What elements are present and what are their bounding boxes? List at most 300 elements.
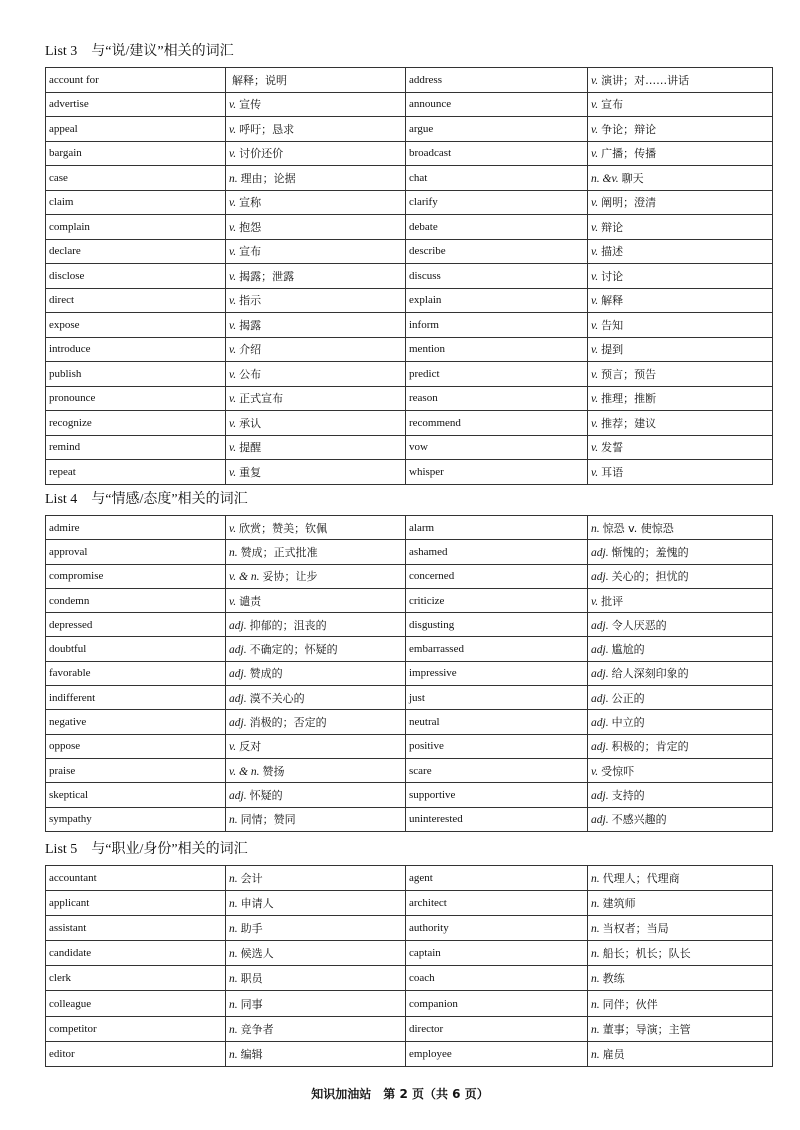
vocab-word: accountant (46, 866, 226, 891)
part-of-speech: n. (591, 1048, 600, 1061)
part-of-speech: adj. (591, 571, 609, 584)
vocab-definition (226, 386, 406, 411)
meaning: 怀疑的 (249, 788, 283, 802)
vocab-definition (226, 564, 406, 588)
part-of-speech: v. (591, 442, 599, 455)
vocab-word: reason (406, 386, 588, 411)
table-row (46, 866, 773, 891)
meaning: 令人厌恶的 (611, 618, 667, 632)
meaning: 争论；辩论 (601, 122, 657, 136)
vocab-definition (588, 866, 773, 891)
vocab-word: embarrassed (406, 637, 588, 661)
table-row (46, 1016, 773, 1041)
vocab-definition (226, 991, 406, 1016)
vocab-word: mention (406, 337, 588, 362)
vocab-word: agent (406, 866, 588, 891)
vocab-definition (588, 68, 773, 93)
part-of-speech: n. (229, 923, 238, 936)
meaning: 候选人 (240, 947, 274, 961)
meaning: 公正的 (611, 691, 645, 705)
part-of-speech: adj. (591, 717, 609, 730)
table-row (46, 411, 773, 436)
vocab-word: skeptical (46, 783, 226, 807)
vocab-word: remind (46, 435, 226, 460)
part-of-speech: v. (229, 417, 237, 430)
part-of-speech: n. (229, 898, 238, 911)
meaning: 编辑 (240, 1047, 263, 1061)
vocab-definition (226, 966, 406, 991)
table-row (46, 637, 773, 661)
meaning: 正式宣布 (239, 392, 284, 406)
part-of-speech: v. (591, 270, 599, 283)
meaning: 演讲；对……讲话 (601, 73, 690, 87)
meaning: 惊恐 v. 使惊恐 (602, 521, 674, 535)
vocab-definition (226, 313, 406, 338)
table-row (46, 239, 773, 264)
vocab-definition (226, 411, 406, 436)
part-of-speech: n. (229, 172, 238, 185)
meaning: 同情；赞同 (240, 813, 296, 827)
part-of-speech: adj. (591, 814, 609, 827)
meaning: 宣布 (239, 245, 262, 259)
table-row (46, 190, 773, 215)
list3-title: List 3 与“说/建议”相关的词汇 (45, 44, 234, 59)
vocab-word: competitor (46, 1016, 226, 1041)
table-row (46, 758, 773, 782)
vocab-definition (226, 637, 406, 661)
meaning: 同事 (240, 997, 263, 1011)
meaning: 同伴；伙伴 (602, 997, 658, 1011)
table-row (46, 141, 773, 166)
list3-table (45, 67, 773, 485)
part-of-speech: adj. (229, 668, 247, 681)
meaning: 惭愧的；羞愧的 (611, 545, 689, 559)
table-row (46, 460, 773, 485)
vocab-word: supportive (406, 783, 588, 807)
meaning: 代理人；代理商 (602, 872, 680, 886)
part-of-speech: v. (591, 295, 599, 308)
meaning: 赞成；正式批准 (240, 545, 318, 559)
part-of-speech: n. (229, 546, 238, 559)
vocab-definition (226, 758, 406, 782)
table-row (46, 686, 773, 710)
vocab-word: alarm (406, 516, 588, 540)
vocab-definition (588, 661, 773, 685)
meaning: 助手 (240, 922, 263, 936)
vocab-definition (226, 540, 406, 564)
vocab-definition (588, 783, 773, 807)
vocab-word: coach (406, 966, 588, 991)
vocab-definition (588, 362, 773, 387)
part-of-speech: adj. (229, 789, 247, 802)
part-of-speech: n. (229, 998, 238, 1011)
vocab-definition (226, 783, 406, 807)
meaning: 宣传 (239, 98, 262, 112)
part-of-speech: n. (591, 973, 600, 986)
meaning: 承认 (239, 416, 262, 430)
vocab-word: publish (46, 362, 226, 387)
part-of-speech: adj. (591, 789, 609, 802)
vocab-word: describe (406, 239, 588, 264)
table-row (46, 966, 773, 991)
part-of-speech: v. (591, 393, 599, 406)
vocab-definition (226, 362, 406, 387)
vocab-definition (588, 166, 773, 191)
part-of-speech: v. & n. (229, 765, 260, 778)
part-of-speech: n. (591, 522, 600, 535)
table-row (46, 783, 773, 807)
table-row (46, 215, 773, 240)
vocab-word: advertise (46, 92, 226, 117)
part-of-speech: adj. (591, 619, 609, 632)
meaning: 受惊吓 (601, 764, 635, 778)
vocab-definition (226, 337, 406, 362)
vocab-word: claim (46, 190, 226, 215)
vocab-definition (588, 190, 773, 215)
part-of-speech: v. (591, 74, 599, 87)
meaning: 建筑师 (602, 897, 636, 911)
vocab-definition (588, 991, 773, 1016)
meaning: 会计 (240, 872, 263, 886)
vocab-word: recommend (406, 411, 588, 436)
table-row (46, 516, 773, 540)
part-of-speech: v. (229, 522, 237, 535)
vocab-word: companion (406, 991, 588, 1016)
meaning: 公布 (239, 367, 262, 381)
table-row (46, 68, 773, 93)
meaning: 抱怨 (239, 220, 262, 234)
meaning: 给人深刻印象的 (611, 667, 689, 681)
vocab-definition (588, 686, 773, 710)
list4-title: List 4 与“情感/态度”相关的词汇 (45, 492, 248, 507)
vocab-definition (226, 166, 406, 191)
meaning: 提到 (601, 343, 624, 357)
vocab-definition (226, 239, 406, 264)
vocab-word: bargain (46, 141, 226, 166)
table-row (46, 386, 773, 411)
vocab-definition (588, 941, 773, 966)
vocab-word: favorable (46, 661, 226, 685)
vocab-word: account for (46, 68, 226, 93)
part-of-speech: n. (591, 873, 600, 886)
vocab-definition (226, 516, 406, 540)
vocab-definition (588, 710, 773, 734)
part-of-speech: v. (229, 393, 237, 406)
part-of-speech: v. (229, 466, 237, 479)
vocab-word: declare (46, 239, 226, 264)
vocab-word: discuss (406, 264, 588, 289)
meaning: 告知 (601, 318, 624, 332)
vocab-word: disgusting (406, 613, 588, 637)
meaning: 揭露 (239, 318, 262, 332)
vocab-word: broadcast (406, 141, 588, 166)
table-row (46, 435, 773, 460)
vocab-word: candidate (46, 941, 226, 966)
part-of-speech: adj. (229, 644, 247, 657)
meaning: 关心的；担忧的 (611, 570, 689, 584)
vocab-word: indifferent (46, 686, 226, 710)
vocab-definition (226, 734, 406, 758)
table-row (46, 613, 773, 637)
meaning: 赞扬 (262, 764, 285, 778)
meaning: 消极的；否定的 (249, 716, 327, 730)
vocab-word: employee (406, 1041, 588, 1066)
vocab-word: scare (406, 758, 588, 782)
meaning: 指示 (239, 294, 262, 308)
meaning: 当权者；当局 (602, 922, 669, 936)
vocab-definition (588, 516, 773, 540)
list5-table (45, 865, 773, 1067)
meaning: 职员 (240, 972, 263, 986)
vocab-definition (226, 215, 406, 240)
part-of-speech: v. (591, 148, 599, 161)
meaning: 赞成的 (249, 667, 283, 681)
vocab-word: positive (406, 734, 588, 758)
vocab-definition (588, 92, 773, 117)
vocab-word: introduce (46, 337, 226, 362)
vocab-definition (588, 288, 773, 313)
vocab-word: condemn (46, 588, 226, 612)
part-of-speech: n. (591, 1023, 600, 1036)
part-of-speech: adj. (229, 692, 247, 705)
vocab-word: announce (406, 92, 588, 117)
meaning: 支持的 (611, 788, 645, 802)
vocab-word: applicant (46, 891, 226, 916)
vocab-word: disclose (46, 264, 226, 289)
vocab-definition (226, 141, 406, 166)
part-of-speech: adj. (229, 619, 247, 632)
vocab-definition (226, 117, 406, 142)
part-of-speech: v. (591, 595, 599, 608)
part-of-speech: v. (229, 99, 237, 112)
part-of-speech: v. (229, 319, 237, 332)
part-of-speech: adj. (591, 546, 609, 559)
meaning: 解释 (601, 294, 624, 308)
table-row (46, 807, 773, 831)
vocab-word: admire (46, 516, 226, 540)
meaning: 妥协；让步 (262, 570, 318, 584)
vocab-word: chat (406, 166, 588, 191)
table-row (46, 540, 773, 564)
part-of-speech: v. (591, 765, 599, 778)
meaning: 董事；导演；主管 (602, 1022, 691, 1036)
vocab-definition (588, 916, 773, 941)
vocab-definition (226, 460, 406, 485)
part-of-speech: v. (229, 246, 237, 259)
part-of-speech: v. (229, 148, 237, 161)
vocab-word: address (406, 68, 588, 93)
meaning: 漠不关心的 (249, 691, 305, 705)
vocab-word: inform (406, 313, 588, 338)
meaning: 理由；论据 (240, 171, 296, 185)
meaning: 反对 (239, 740, 262, 754)
vocab-word: vow (406, 435, 588, 460)
table-row (46, 891, 773, 916)
part-of-speech: v. (591, 246, 599, 259)
vocab-word: compromise (46, 564, 226, 588)
part-of-speech: v. (229, 221, 237, 234)
part-of-speech: n. &v. (591, 172, 619, 185)
vocab-definition (226, 92, 406, 117)
vocab-word: architect (406, 891, 588, 916)
vocab-word: impressive (406, 661, 588, 685)
part-of-speech: n. (591, 898, 600, 911)
meaning: 提醒 (239, 441, 262, 455)
vocab-word: criticize (406, 588, 588, 612)
vocab-word: repeat (46, 460, 226, 485)
table-row (46, 264, 773, 289)
vocab-word: praise (46, 758, 226, 782)
page-footer: 知识加油站 第 2 页（共 6 页） (311, 1087, 489, 1101)
vocab-word: uninterested (406, 807, 588, 831)
part-of-speech: v. (229, 442, 237, 455)
vocab-definition (588, 588, 773, 612)
meaning: 介绍 (239, 343, 262, 357)
vocab-word: debate (406, 215, 588, 240)
vocab-definition (588, 758, 773, 782)
meaning: 阐明；澄清 (601, 196, 657, 210)
vocab-word: whisper (406, 460, 588, 485)
vocab-word: case (46, 166, 226, 191)
vocab-definition (226, 435, 406, 460)
vocab-definition (588, 411, 773, 436)
vocab-definition (588, 117, 773, 142)
part-of-speech: n. (591, 923, 600, 936)
part-of-speech: v. (591, 123, 599, 136)
meaning: 宣称 (239, 196, 262, 210)
vocab-definition (226, 68, 406, 93)
vocab-definition (588, 313, 773, 338)
table-row (46, 288, 773, 313)
meaning: 不感兴趣的 (611, 813, 667, 827)
part-of-speech: adj. (591, 668, 609, 681)
table-row (46, 941, 773, 966)
part-of-speech: n. (229, 1048, 238, 1061)
vocab-definition (588, 1016, 773, 1041)
vocab-word: predict (406, 362, 588, 387)
vocab-word: clerk (46, 966, 226, 991)
vocab-definition (588, 966, 773, 991)
vocab-definition (226, 866, 406, 891)
part-of-speech: v. & n. (229, 571, 260, 584)
meaning: 批评 (601, 594, 624, 608)
meaning: 船长；机长；队长 (602, 947, 691, 961)
part-of-speech: n. (229, 814, 238, 827)
part-of-speech: v. (591, 319, 599, 332)
part-of-speech: v. (591, 466, 599, 479)
part-of-speech: n. (229, 973, 238, 986)
vocab-word: recognize (46, 411, 226, 436)
meaning: 尴尬的 (611, 643, 645, 657)
table-row (46, 588, 773, 612)
vocab-definition (588, 891, 773, 916)
vocab-word: editor (46, 1041, 226, 1066)
part-of-speech: n. (591, 998, 600, 1011)
meaning: 预言；预告 (601, 367, 657, 381)
table-row (46, 117, 773, 142)
vocab-definition (588, 734, 773, 758)
meaning: 申请人 (240, 897, 274, 911)
table-row (46, 710, 773, 734)
part-of-speech: v. (591, 417, 599, 430)
meaning: 宣布 (601, 98, 624, 112)
vocab-word: doubtful (46, 637, 226, 661)
part-of-speech: v. (229, 595, 237, 608)
vocab-word: argue (406, 117, 588, 142)
part-of-speech: v. (591, 99, 599, 112)
vocab-definition (588, 637, 773, 661)
meaning: 聊天 (621, 171, 644, 185)
vocab-definition (588, 460, 773, 485)
table-row (46, 337, 773, 362)
meaning: 讨价还价 (239, 147, 284, 161)
vocab-definition (226, 190, 406, 215)
vocab-definition (588, 264, 773, 289)
meaning: 竞争者 (240, 1022, 274, 1036)
vocab-word: captain (406, 941, 588, 966)
vocab-definition (588, 540, 773, 564)
part-of-speech: n. (229, 948, 238, 961)
part-of-speech: adj. (591, 741, 609, 754)
vocab-word: oppose (46, 734, 226, 758)
list5-title: List 5 与“职业/身份”相关的词汇 (45, 842, 248, 857)
vocab-word: assistant (46, 916, 226, 941)
vocab-definition (226, 916, 406, 941)
vocab-definition (588, 215, 773, 240)
vocab-word: approval (46, 540, 226, 564)
part-of-speech: v. (591, 344, 599, 357)
meaning: 谴责 (239, 594, 262, 608)
vocab-definition (226, 613, 406, 637)
vocab-word: appeal (46, 117, 226, 142)
vocab-definition (588, 435, 773, 460)
part-of-speech: adj. (591, 692, 609, 705)
vocab-definition (226, 941, 406, 966)
vocab-word: complain (46, 215, 226, 240)
part-of-speech: v. (591, 368, 599, 381)
vocab-definition (588, 239, 773, 264)
vocab-definition (588, 613, 773, 637)
part-of-speech: adj. (591, 644, 609, 657)
vocab-word: direct (46, 288, 226, 313)
vocab-word: expose (46, 313, 226, 338)
meaning: 重复 (239, 465, 262, 479)
meaning: 雇员 (602, 1047, 625, 1061)
vocab-definition (588, 337, 773, 362)
part-of-speech: n. (229, 873, 238, 886)
vocab-definition (588, 564, 773, 588)
meaning: 抑郁的；沮丧的 (249, 618, 327, 632)
meaning: 发誓 (601, 441, 624, 455)
vocab-word: negative (46, 710, 226, 734)
vocab-word: pronounce (46, 386, 226, 411)
meaning: 解释；说明 (232, 73, 287, 87)
vocab-word: director (406, 1016, 588, 1041)
meaning: 讨论 (601, 269, 624, 283)
table-row (46, 92, 773, 117)
meaning: 积极的；肯定的 (611, 740, 689, 754)
table-row (46, 564, 773, 588)
vocab-word: ashamed (406, 540, 588, 564)
vocab-word: concerned (406, 564, 588, 588)
meaning: 广播；传播 (601, 147, 657, 161)
meaning: 揭露；泄露 (239, 269, 295, 283)
table-row (46, 362, 773, 387)
meaning: 中立的 (611, 716, 645, 730)
table-row (46, 916, 773, 941)
part-of-speech: v. (229, 197, 237, 210)
vocab-definition (226, 1016, 406, 1041)
